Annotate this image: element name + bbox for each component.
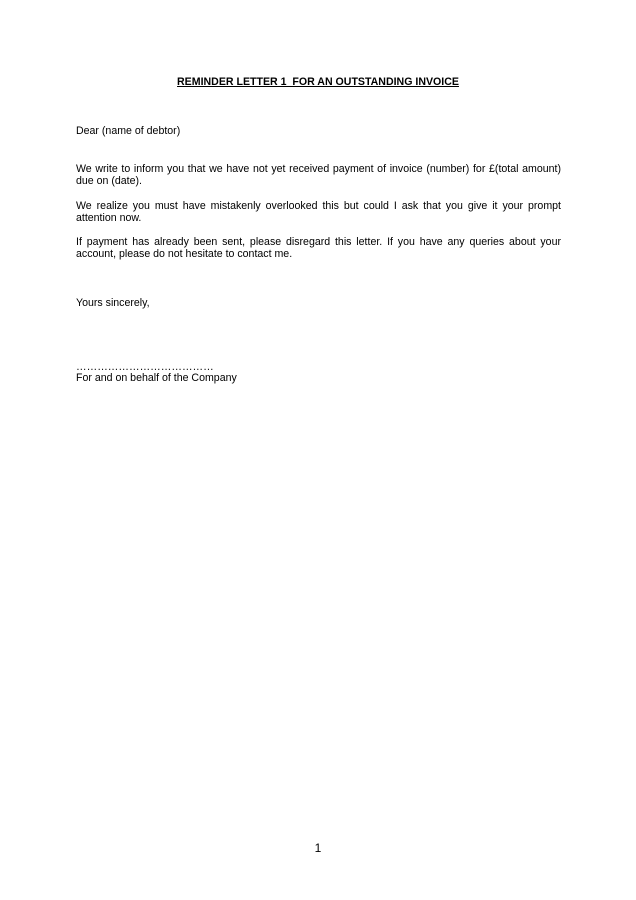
page-number: 1: [314, 841, 322, 855]
salutation: Dear (name of debtor): [76, 125, 181, 137]
paragraph-1: We write to inform you that we have not yet received payment of invoice (number) for £(total amount) due on (date).: [76, 163, 561, 188]
closing: Yours sincerely,: [76, 297, 150, 309]
paragraph-3: If payment has already been sent, please disregard this letter. If you have any queries about your account, please do not hesitate to contact me.: [76, 236, 561, 261]
signature-caption: For and on behalf of the Company: [76, 372, 237, 384]
letter-title: REMINDER LETTER 1 FOR AN OUTSTANDING INVOICE: [177, 76, 459, 88]
signature-line: …………………………………: [76, 361, 214, 373]
paragraph-2: We realize you must have mistakenly overlooked this but could I ask that you give it your prompt attention now.: [76, 200, 561, 225]
